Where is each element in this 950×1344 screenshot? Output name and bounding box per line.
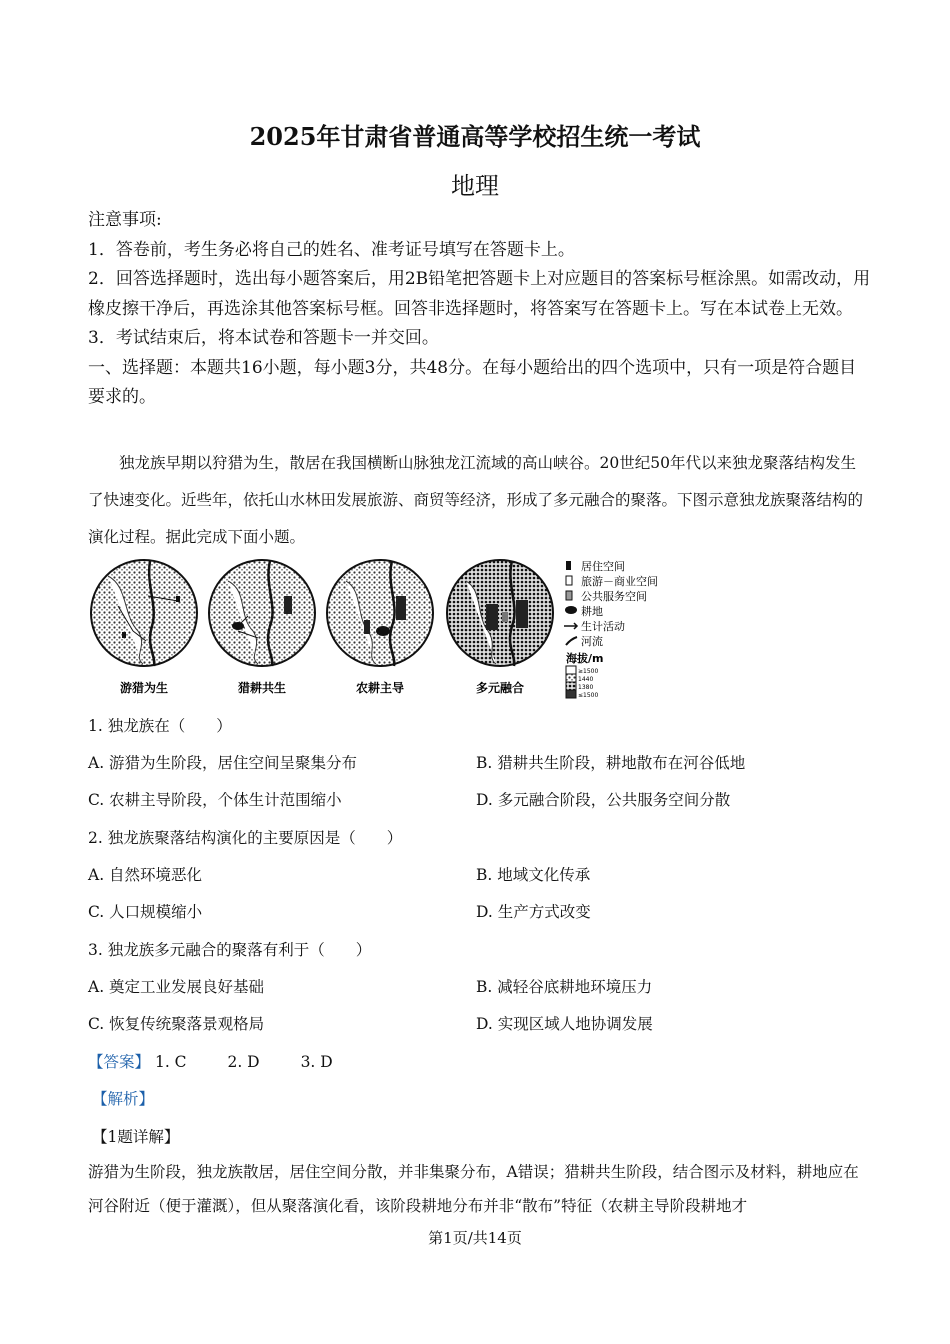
question-stem: 2. 独龙族聚落结构演化的主要原因是（ ） [88,829,403,847]
option: A. 游猎为生阶段，居住空间呈聚集分布 [88,754,358,772]
settlement-evolution-figure [88,556,683,704]
elevation-level: ≥1500 [578,668,599,675]
elevation-level: 1380 [578,684,594,691]
option: C. 恢复传统聚落景观格局 [88,1015,265,1033]
stage-label: 多元融合 [475,681,525,695]
stage-label: 农耕主导 [355,681,405,695]
figure-legend [564,559,658,699]
elevation-level: 1440 [578,676,594,683]
question-stem: 3. 独龙族多元融合的聚落有利于（ ） [88,941,372,959]
legend-label: 耕地 [581,605,603,618]
stage-4-map [447,560,553,666]
stage-label: 游猎为生 [119,681,169,695]
legend-label: 生计活动 [581,620,625,633]
passage: 独龙族早期以狩猎为生，散居在我国横断山脉独龙江流域的高山峡谷。20世纪50年代以来独龙聚落结构发生了快速变化。近些年，依托山水林田发展旅游、商贸等经济，形成了多元融合的聚落。下图示意独龙族聚落结构的演化过程。据此完成下面小题。 [88,454,864,546]
elevation-level: ≤1500 [578,692,599,699]
option: D. 生产方式改变 [476,903,591,921]
question-stem: 1. 独龙族在（ ） [88,717,232,735]
option: B. 减轻谷底耕地环境压力 [476,978,653,996]
option: D. 实现区域人地协调发展 [476,1015,653,1033]
option: A. 自然环境恶化 [88,866,203,884]
option: D. 多元融合阶段，公共服务空间分散 [476,791,731,809]
answer-value: 3. D [300,1053,333,1071]
answer-label: 【答案】 [88,1053,151,1071]
legend-label: 公共服务空间 [581,590,647,603]
analysis-detail: 游猎为生阶段，独龙族散居，居住空间分散，并非集聚分布，A错误；猎耕共生阶段，结合图示及材料，耕地应在河谷附近（便于灌溉），但从聚落演化看，该阶段耕地分布并非“散布”特征（农耕主导阶段耕地才 [88,1163,859,1215]
option: B. 地域文化传承 [476,866,591,884]
notes-heading: 注意事项: [88,210,162,230]
exam-notes [88,206,873,413]
option: C. 人口规模缩小 [88,903,203,921]
option: B. 猎耕共生阶段，耕地散布在河谷低地 [476,754,746,772]
answer-value: 1. C [154,1053,187,1071]
notes-item: 2．回答选择题时，选出每小题答案后，用2B铅笔把答题卡上对应题目的答案标号框涂黑。如需改动，用橡皮擦干净后，再选涂其他答案标号框。回答非选择题时，将答案写在答题卡上。写在本试卷上无效。 [88,269,871,319]
section-heading: 一、选择题：本题共16小题，每小题3分，共48分。在每小题给出的四个选项中，只有一项是符合题目要求的。 [88,357,857,407]
stage-2-map [209,560,315,666]
elevation-title: 海拔/m [566,652,604,665]
subject-title: 地理 [451,172,499,200]
answer-row [88,1050,333,1072]
stage-3-map [327,560,433,666]
detail-label: 【1题详解】 [92,1128,180,1146]
legend-label: 旅游－商业空间 [581,575,658,588]
stage-1-map [91,560,197,666]
option: A. 奠定工业发展良好基础 [88,978,265,996]
page-title: 2025年甘肃省普通高等学校招生统一考试 [249,122,701,151]
page-footer: 第1页/共14页 [428,1229,522,1247]
answer-value: 2. D [227,1053,260,1071]
notes-item: 3．考试结束后，将本试卷和答题卡一并交回。 [88,328,439,348]
stage-label: 猎耕共生 [237,681,287,695]
notes-item: 1．答卷前，考生务必将自己的姓名、准考证号填写在答题卡上。 [88,239,575,260]
legend-label: 居住空间 [581,560,625,573]
legend-label: 河流 [581,635,603,648]
analysis-label: 【解析】 [92,1090,155,1108]
option: C. 农耕主导阶段，个体生计范围缩小 [88,791,342,809]
